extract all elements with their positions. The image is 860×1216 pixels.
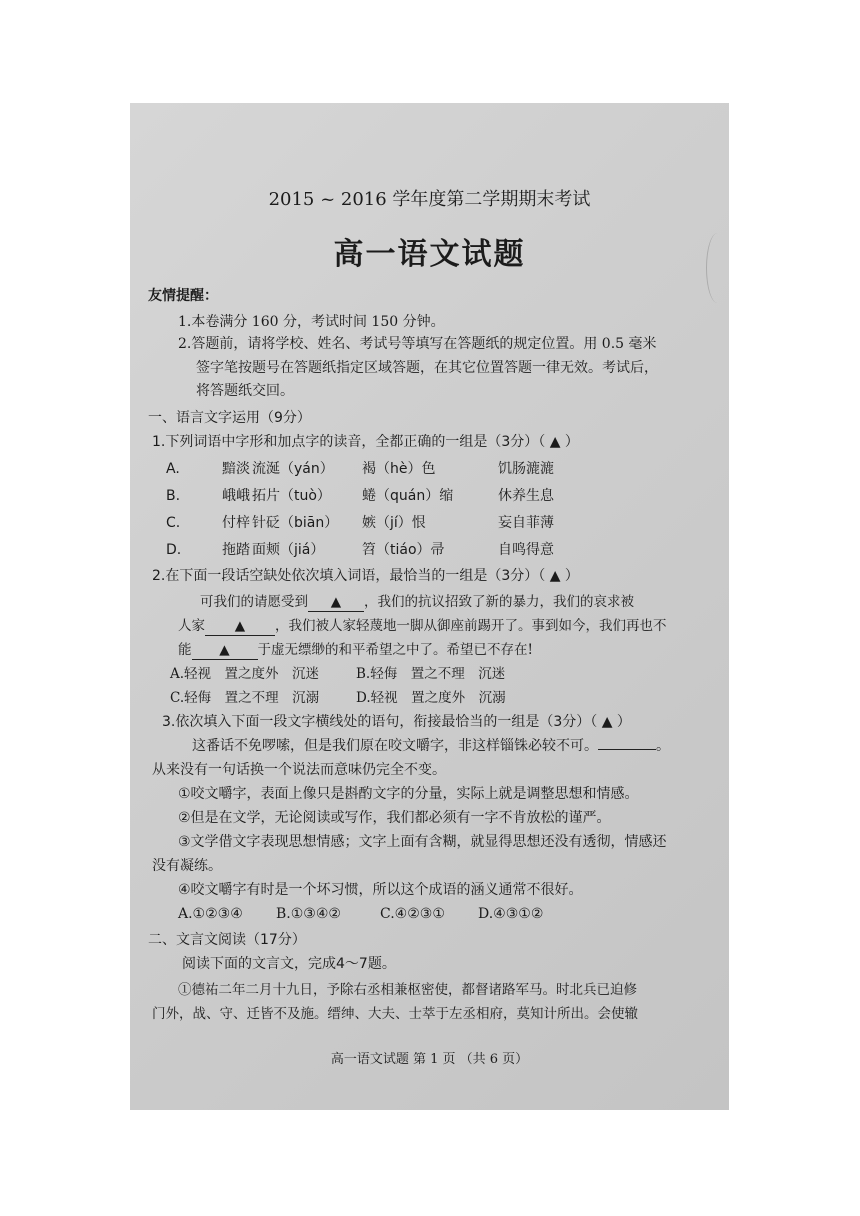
notice-line-2: 2.答题前，请将学校、姓名、考试号等填写在答题纸的规定位置。用 0.5 毫米 [178, 336, 657, 352]
q3-paragraph-line-1: 这番话不免啰嗦，但是我们原在咬文嚼字，非这样锱铢必较不可。 。 [192, 738, 670, 754]
section2-intro: 阅读下面的文言文，完成4～7题。 [182, 956, 396, 972]
q3-option-b: B.①③④② [276, 906, 341, 922]
q1-option-a-word3: 褐（hè）色 [362, 461, 436, 477]
exam-page-photo [130, 103, 729, 1110]
q1-option-d-word3: 笤（tiáo）帚 [362, 542, 445, 558]
q2-option-c: C.轻侮 置之不理 沉溺 [170, 690, 320, 706]
q3-option-d: D.④③①② [478, 906, 544, 922]
q3-stem: 3.依次填入下面一段文字横线处的语句，衔接最恰当的一组是（3分）（ ▲ ） [162, 714, 631, 730]
q1-option-c-word2: 针砭（biān） [252, 515, 339, 531]
q1-option-b-word1: 峨峨 [222, 488, 250, 504]
q1-option-b-word4: 休养生息 [498, 488, 554, 504]
q2-stem: 2.在下面一段话空缺处依次填入词语，最恰当的一组是（3分）（ ▲ ） [152, 568, 579, 584]
notice-heading: 友情提醒： [148, 288, 218, 304]
q1-option-c-letter: C. [166, 515, 181, 531]
q3-sentence-2: ②但是在文学，无论阅读或写作，我们都必须有一字不肯放松的谨严。 [178, 810, 611, 826]
q2-blank-3: ▲ [192, 641, 258, 660]
q1-option-c-word4: 妄自菲薄 [498, 515, 554, 531]
q1-option-b-word2: 拓片（tuò） [252, 488, 331, 504]
q1-option-d-letter: D. [166, 542, 182, 558]
notice-line-4: 将答题纸交回。 [196, 383, 294, 399]
q3-blank [598, 749, 656, 750]
q3-paragraph-line-2: 从来没有一句话换一个说法而意味仍完全不变。 [152, 762, 446, 778]
passage-line-2: 门外，战、守、迁皆不及施。缙绅、大夫、士萃于左丞相府，莫知计所出。会使辙 [152, 1006, 638, 1022]
section2-heading: 二、文言文阅读（17分） [148, 932, 306, 948]
q3-option-a: A.①②③④ [178, 906, 243, 922]
q1-option-c-word1: 付梓 [222, 515, 250, 531]
notice-line-1: 1.本卷满分 160 分，考试时间 150 分钟。 [178, 314, 445, 330]
q1-option-b-letter: B. [166, 488, 181, 504]
q1-option-a-word4: 饥肠漉漉 [498, 461, 554, 477]
subject-title: 高一语文试题 [333, 237, 526, 272]
q1-stem: 1.下列词语中字形和加点字的读音，全都正确的一组是（3分）（ ▲ ） [152, 434, 579, 450]
q1-option-a-letter: A. [166, 461, 180, 477]
q1-option-d-word4: 自鸣得意 [498, 542, 554, 558]
q3-option-c: C.④②③① [380, 906, 445, 922]
q2-blank-1: ▲ [308, 593, 364, 612]
q2-option-b: B.轻侮 置之不理 沉迷 [356, 666, 506, 682]
q1-option-a-word2: 流涎（yán） [252, 461, 334, 477]
q2-paragraph-line-2: 人家 ▲ ，我们被人家轻蔑地一脚从御座前踢开了。事到如今，我们再也不 [178, 618, 667, 634]
q2-paragraph-line-3: 能 ▲ 于虚无缥缈的和平希望之中了。希望已不存在! [178, 642, 533, 658]
q3-sentence-4: ④咬文嚼字有时是一个坏习惯，所以这个成语的涵义通常不很好。 [178, 882, 583, 898]
passage-line-1: ①德祐二年二月十九日，予除右丞相兼枢密使，都督诸路军马。时北兵已迫修 [178, 982, 637, 998]
q2-paragraph-line-1: 可我们的请愿受到 ▲ ，我们的抗议招致了新的暴力，我们的哀求被 [200, 594, 634, 610]
q3-sentence-3-line-2: 没有凝练。 [152, 858, 222, 874]
exam-title: 2015 ~ 2016 学年度第二学期期末考试 [268, 189, 591, 210]
q1-option-d-word2: 面颊（jiá） [252, 542, 325, 558]
q2-option-a: A.轻视 置之度外 沉迷 [170, 666, 320, 682]
q2-blank-2: ▲ [205, 617, 275, 636]
q1-option-a-word1: 黯淡 [222, 461, 250, 477]
q3-sentence-1: ①咬文嚼字，表面上像只是斟酌文字的分量，实际上就是调整思想和情感。 [178, 786, 639, 802]
q3-sentence-3-line-1: ③文学借文字表现思想情感；文字上面有含糊，就显得思想还没有透彻，情感还 [178, 834, 667, 850]
section1-heading: 一、语言文字运用（9分） [148, 410, 311, 426]
page-footer: 高一语文试题 第 1 页 （共 6 页） [330, 1052, 529, 1067]
q1-option-b-word3: 蜷（quán）缩 [362, 488, 454, 504]
notice-line-3: 签字笔按题号在答题纸指定区域答题，在其它位置答题一律无效。考试后， [196, 360, 658, 376]
q2-option-d: D.轻视 置之度外 沉溺 [356, 690, 506, 706]
q1-option-c-word3: 嫉（jí）恨 [362, 515, 426, 531]
q1-option-d-word1: 拖踏 [222, 542, 250, 558]
